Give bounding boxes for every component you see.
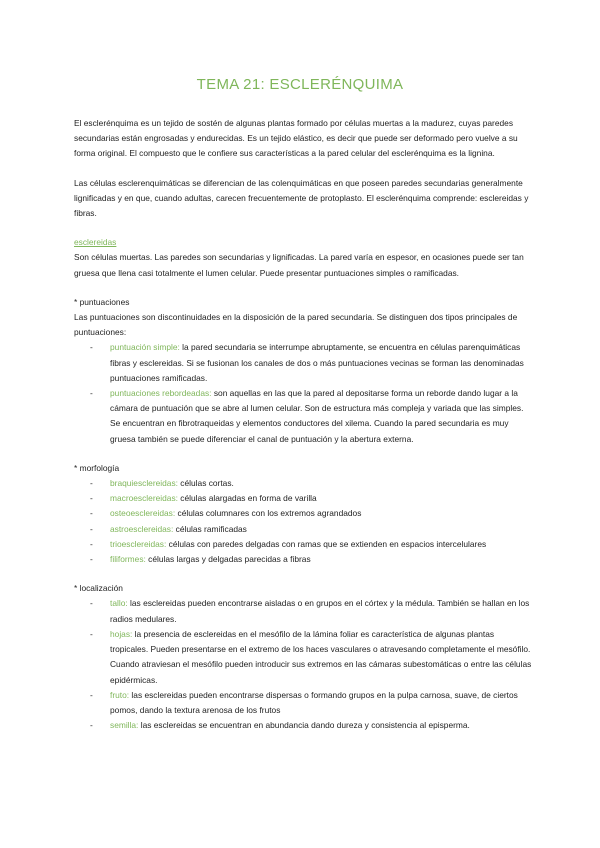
puntuaciones-list xyxy=(74,340,534,446)
morfologia-list xyxy=(74,476,534,567)
list-item-text: células ramificadas xyxy=(173,523,247,534)
list-item-text: células con paredes delgadas con ramas que se extienden en espacios intercelulares xyxy=(166,538,487,549)
list-item-term: tallo: xyxy=(110,598,128,609)
list-item-term: puntuaciones rebordeadas: xyxy=(110,388,212,399)
list-item xyxy=(74,537,534,552)
intro-paragraph-2: Las células esclerenquimáticas se diferencian de las colenquimáticas en que poseen paredes secundarias generalmente lignificadas y en que, cuando adultas, carecen frecuentemente de protoplasto. El esclerénquima comprende: esclereidas y fibras. xyxy=(74,177,529,219)
list-item-term: fruto: xyxy=(110,689,130,700)
list-item-text: células largas y delgadas parecidas a fibras xyxy=(145,554,311,565)
list-item-text: la presencia de esclereidas en el mesófilo de la lámina foliar es característica de algunas plantas tropicales. Pueden presentarse en el extremo de los haces vasculares o atravesando completamente el mesófilo. Cuando atraviesan el mesófilo pueden introducir sus extremos en las cámaras subestomáticas o entre las células epidérmicas. xyxy=(110,628,532,685)
list-item xyxy=(74,596,534,626)
puntuaciones-heading: * puntuaciones xyxy=(74,296,130,307)
list-item-term: semilla: xyxy=(110,720,139,731)
list-item xyxy=(74,476,534,491)
list-item xyxy=(74,627,534,688)
list-item xyxy=(74,386,534,447)
list-item xyxy=(74,522,534,537)
list-item xyxy=(74,340,534,386)
list-item-text: la pared secundaria se interrumpe abruptamente, se encuentra en células parenquimáticas fibras y esclereidas. Si se fusionan los canales de dos o más puntuaciones vecinas se forman las denominadas puntuaciones ramificadas. xyxy=(110,342,524,383)
list-item xyxy=(74,688,534,718)
list-item xyxy=(74,718,534,733)
list-item-text: son aquellas en las que la pared al depositarse forma un reborde dando lugar a la cámara de puntuación que se abre al lumen celular. Son de estructura más compleja y variada que las simples. Se encuentran en fibrotraqueidas y elementos conductores del xilema. Cuando la pared secundaria es muy gruesa también se puede diferenciar el canal de puntuación y la abertura externa. xyxy=(110,388,524,444)
morfologia-heading: * morfología xyxy=(74,462,120,473)
list-item-term: macroesclereidas: xyxy=(110,493,178,504)
localizacion-heading: * localización xyxy=(74,583,123,594)
list-item-text: las esclereidas se encuentran en abundancia dando dureza y consistencia al episperma. xyxy=(138,720,470,731)
list-item-term: puntuación simple: xyxy=(110,342,180,353)
list-item-term: hojas: xyxy=(110,628,133,639)
list-item-term: filiformes: xyxy=(110,554,146,565)
esclereidas-paragraph: Son células muertas. Las paredes son secundarias y lignificadas. La pared varía en espesor, en ocasiones puede ser tan gruesa que llena casi totalmente el lumen celular. Puede presentar puntuaciones simples o ramificadas. xyxy=(74,252,524,278)
list-item-term: braquiesclereidas: xyxy=(110,478,178,489)
list-item-text: las esclereidas pueden encontrarse aisladas o en grupos en el córtex y la médula. También se hallan en los radios medulares. xyxy=(110,598,530,624)
list-item-text: células columnares con los extremos agrandados xyxy=(175,508,362,519)
list-item-text: células alargadas en forma de varilla xyxy=(177,493,317,504)
list-item-term: trioesclereidas: xyxy=(110,538,167,549)
puntuaciones-paragraph: Las puntuaciones son discontinuidades en la disposición de la pared secundaria. Se distinguen dos tipos principales de puntuaciones: xyxy=(74,312,518,338)
list-item-term: astroesclereidas: xyxy=(110,523,174,534)
page-title: TEMA 21: ESCLERÉNQUIMA xyxy=(196,76,404,93)
list-item-text: las esclereidas pueden encontrarse dispersas o formando grupos en la pulpa carnosa, suave, de ciertos pomos, dando la textura arenosa de los frutos xyxy=(110,689,518,715)
list-item xyxy=(74,506,534,521)
localizacion-list xyxy=(74,596,534,733)
list-item xyxy=(74,491,534,506)
esclereidas-heading: esclereidas xyxy=(74,237,117,248)
list-item xyxy=(74,552,534,567)
intro-paragraph-1: El esclerénquima es un tejido de sostén de algunas plantas formado por células muertas a la madurez, cuyas paredes secundarias están engrosadas y endurecidas. Es un tejido elástico, es decir que puede ser deformado pero vuelve a su forma original. El compuesto que le confiere sus características a la pared celular del esclerénquima es la lignina. xyxy=(74,118,518,159)
list-item-term: osteoesclereidas: xyxy=(110,508,176,519)
list-item-text: células cortas. xyxy=(177,478,234,489)
document-body xyxy=(74,116,534,733)
